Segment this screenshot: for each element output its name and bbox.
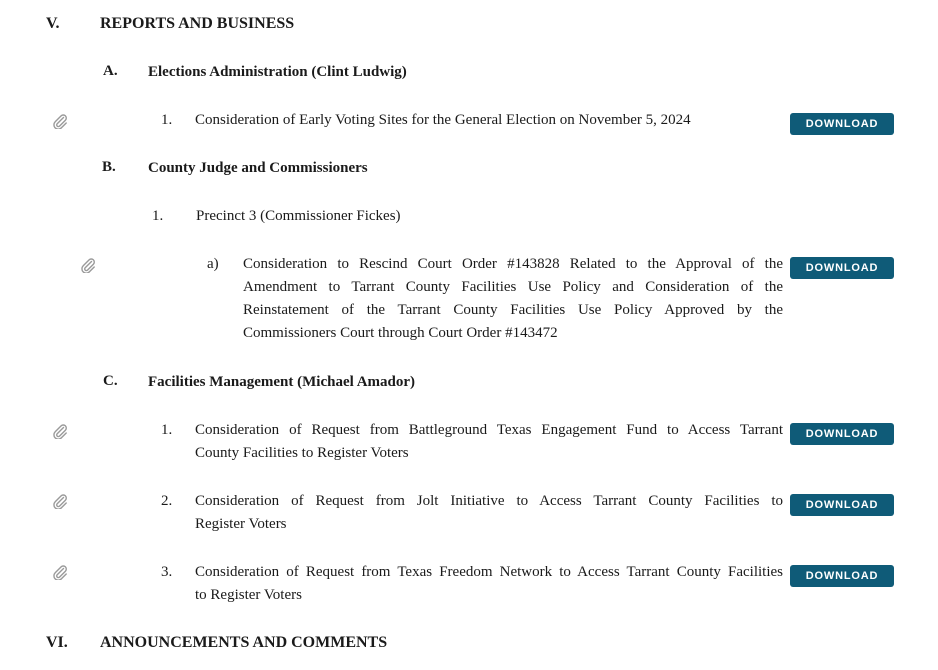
- subsection-letter: A.: [103, 63, 118, 79]
- paperclip-icon[interactable]: [52, 493, 68, 509]
- paperclip-icon[interactable]: [52, 113, 68, 129]
- subsection-title: Elections Administration (Clint Ludwig): [148, 64, 407, 80]
- paperclip-icon[interactable]: [52, 423, 68, 439]
- item-number: 2.: [161, 493, 173, 509]
- paperclip-icon[interactable]: [80, 257, 96, 273]
- item-text: Consideration of Early Voting Sites for the General Election on November 5, 2024: [195, 112, 691, 128]
- download-button[interactable]: DOWNLOAD: [790, 257, 894, 279]
- subsection-title: Facilities Management (Michael Amador): [148, 374, 416, 390]
- section-number: VI.: [46, 634, 68, 651]
- download-button[interactable]: DOWNLOAD: [790, 423, 894, 445]
- item-text: Consideration of Request from Battleground Texas Engagement Fund to Access Tarrant County Facilities to Register Voters: [195, 422, 783, 461]
- download-button[interactable]: DOWNLOAD: [790, 113, 894, 135]
- paperclip-icon[interactable]: [52, 564, 68, 580]
- item-number: a): [207, 256, 219, 272]
- item-number: 3.: [161, 564, 173, 580]
- item-number: 1.: [152, 208, 164, 224]
- item-number: 1.: [161, 422, 173, 438]
- item-text: Consideration of Request from Jolt Initiative to Access Tarrant County Facilities to Register Voters: [195, 493, 783, 532]
- download-button[interactable]: DOWNLOAD: [790, 494, 894, 516]
- download-button[interactable]: DOWNLOAD: [790, 565, 894, 587]
- subsection-letter: C.: [103, 373, 118, 389]
- subsection-letter: B.: [102, 159, 116, 175]
- item-text: Precinct 3 (Commissioner Fickes): [196, 208, 401, 224]
- section-number: V.: [46, 15, 60, 32]
- section-title: REPORTS AND BUSINESS: [100, 15, 295, 32]
- item-number: 1.: [161, 112, 173, 128]
- item-text: Consideration of Request from Texas Freedom Network to Access Tarrant County Facilities to Register Voters: [195, 564, 783, 603]
- section-title: ANNOUNCEMENTS AND COMMENTS: [100, 634, 388, 651]
- item-text: Consideration to Rescind Court Order #143828 Related to the Approval of the Amendment to Tarrant County Facilities Use Policy and Consideration of the Reinstatement of the Tarrant County Facilities Use Policy Approved by the Commissioners Court through Court Order #143472: [243, 256, 783, 341]
- subsection-title: County Judge and Commissioners: [148, 160, 368, 176]
